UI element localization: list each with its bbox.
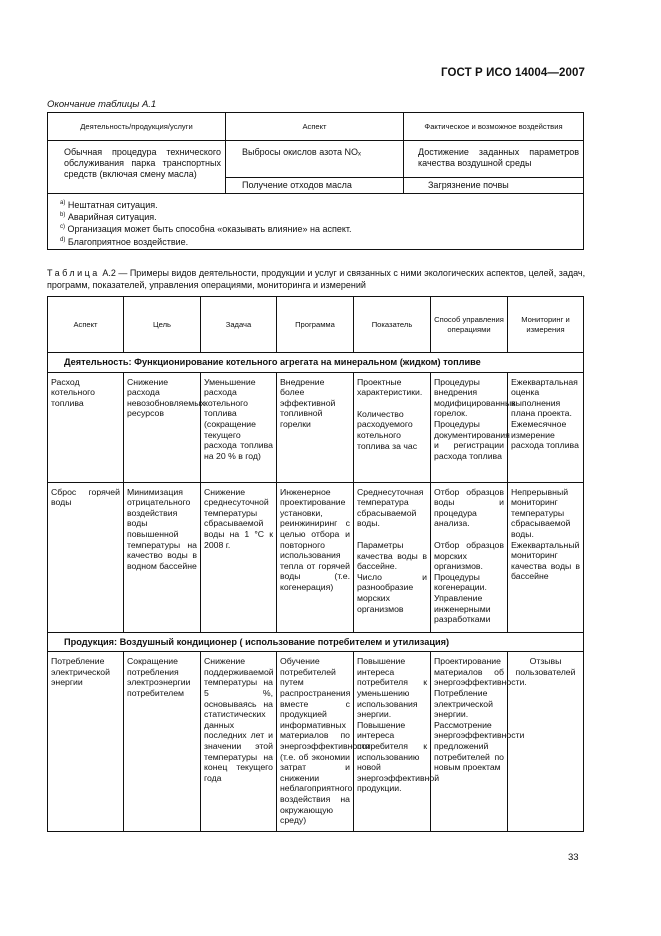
section-heading: Продукция: Воздушный кондиционер ( использование потребителем и утилизация) [48,632,584,652]
aspect-cell: Сброс горячей воды [48,482,124,632]
control-cell: Отбор образцов воды и процедура анализа. Отбор образцов морских организмов. Процедуры когенерации. Управление инженерными разработками [431,482,508,632]
footnote: $^{d)}$ Благоприятное воздействие. [60,236,189,247]
caption-text: А.2 — Примеры видов деятельности, продукции и услуг и связанных с ними экологических аспектов, целей, задач, программ, показателей, управления операциями, мониторинга и измерений [47,268,586,290]
goal-cell: Снижение расхода невозобновляемых ресурсов [124,372,201,482]
impact-cell: Достижение заданных параметров качества воздушной среды [404,141,584,178]
column-header: Задача [201,297,277,353]
monitoring-cell: Ежеквартальная оценка выполнения плана проекта. Ежемесячное измерение расхода топлива [508,372,584,482]
footnote: $^{c)}$ Организация может быть способна «оказывать влияние» на аспект. [60,224,352,235]
monitoring-cell: Отзывы пользователей [508,652,584,832]
task-cell: Снижение поддерживаемой температуры на 5 %, основываясь на статистических данных последних лет и значении этой температуры на конец текущего года [201,652,277,832]
footnotes [48,194,584,250]
caption-label: Таблица [47,268,100,278]
table-row [48,141,584,178]
section-row [48,353,584,373]
footnote: $^{a)}$ Нештатная ситуация. [60,200,158,210]
column-header: Способ управления операциями [431,297,508,353]
indicator-cell: Среднесуточная температура сбрасываемой воды. Параметры качества воды в бассейне. Число и разнообразие морских организмов [354,482,431,632]
table-a1-end [47,112,584,250]
section-heading: Деятельность: Функционирование котельного агрегата на минеральном (жидком) топливе [48,353,584,373]
aspect-cell: Потребление электрической энергии [48,652,124,832]
table-header-row [48,113,584,141]
footnotes-row [48,194,584,250]
column-header: Программа [277,297,354,353]
activity-cell: Обычная процедура технического обслуживания парка транспортных средств (включая смену масла) [48,141,226,194]
table-continuation-caption: Окончание таблицы А.1 [47,99,157,110]
aspect-cell: Выбросы окислов азота NOₓ [226,141,404,178]
table-row [48,482,584,632]
aspect-cell: Получение отходов масла [226,178,404,194]
impact-cell: Загрязнение почвы [404,178,584,194]
goal-cell: Минимизация отрицательного воздействия воды повышенной температуры на качество воды в водном бассейне [124,482,201,632]
section-row [48,632,584,652]
column-header: Фактическое и возможное воздействия [404,113,584,141]
column-header: Аспект [226,113,404,141]
goal-cell: Сокращение потребления электроэнергии потребителем [124,652,201,832]
task-cell: Уменьшение расхода котельного топлива (сокращение текущего расхода топлива на 20 % в год) [201,372,277,482]
control-cell: Процедуры внедрения модифицированных горелок. Процедуры документирования и регистрации расхода топлива [431,372,508,482]
column-header: Деятельность/продукция/услуги [48,113,226,141]
indicator-cell: Повышение интереса потребителя к уменьшению использования энергии. Повышение интереса потребителя к использованию новой энергоэффективной продукции. [354,652,431,832]
aspect-cell: Расход котельного топлива [48,372,124,482]
monitoring-cell: Непрерывный мониторинг температуры сбрасываемой воды. Ежеквартальный мониторинг качества воды в бассейне [508,482,584,632]
program-cell: Инженерное проектирование установки, реинжиниринг с целью отбора и повторного использования тепла от горячей воды (т.е. когенерация) [277,482,354,632]
indicator-cell: Проектные характеристики. Количество расходуемого котельного топлива за час [354,372,431,482]
footnote: $^{b)}$ Аварийная ситуация. [60,212,157,223]
table-a2 [47,296,584,832]
document-header: ГОСТ Р ИСО 14004—2007 [441,67,586,79]
table-row [48,372,584,482]
column-header: Цель [124,297,201,353]
control-cell: Проектирование материалов об энергоэффективности. Потребление электрической энергии. Рассмотрение энергоэффективности предложений потребителей по новым проектам [431,652,508,832]
program-cell: Обучение потребителей путем распространения вместе с продукцией информативных материалов по энергоэффективности (т.е. об экономии затрат и снижении неблагоприятного воздействия на окружающую среду) [277,652,354,832]
table-row [48,652,584,832]
table-a2-caption [47,268,597,291]
column-header: Мониторинг и измерения [508,297,584,353]
column-header: Показатель [354,297,431,353]
program-cell: Внедрение более эффективной топливной горелки [277,372,354,482]
task-cell: Снижение среднесуточной температуры сбрасываемой воды на 1 °С к 2008 г. [201,482,277,632]
table-header-row [48,297,584,353]
page-number: 33 [568,852,579,863]
column-header: Аспект [48,297,124,353]
